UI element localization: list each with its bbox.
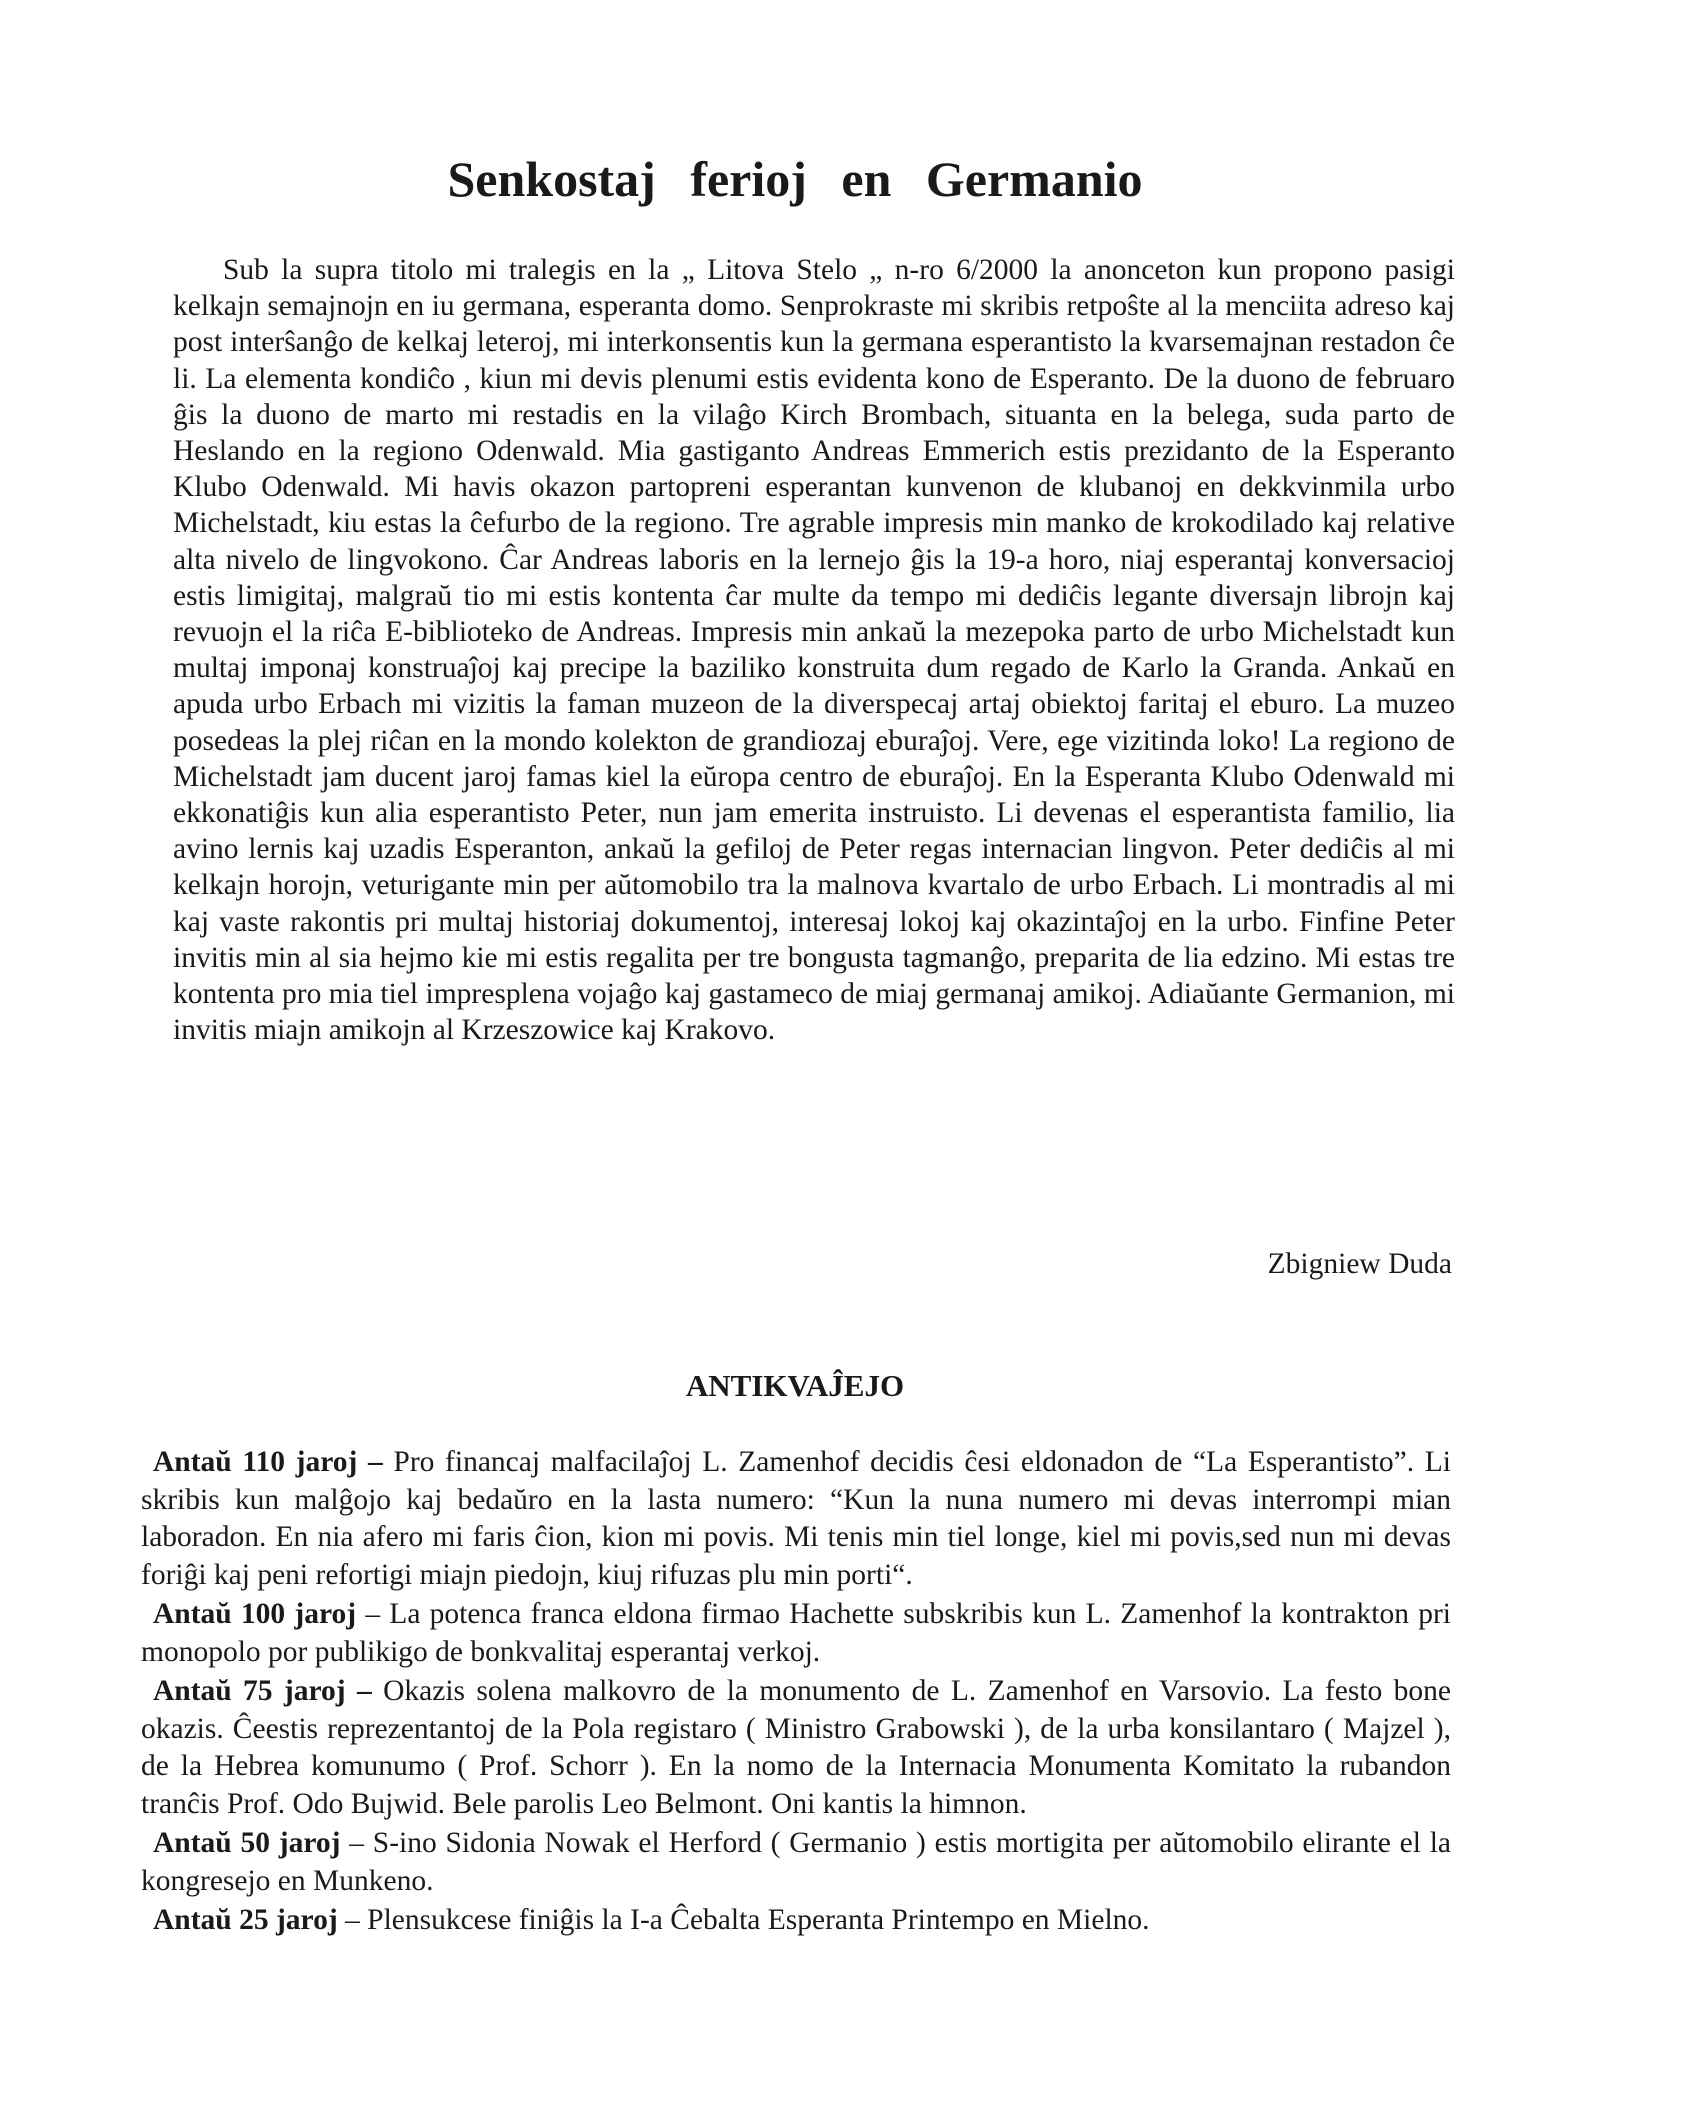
section-title-antikvajejo: ANTIKVAĴEJO — [685, 1368, 905, 1403]
antikvajejo-entry — [141, 1673, 1451, 1823]
entry-text: – Plensukcese finiĝis la I-a Ĉebalta Esperanta Printempo en Mielno. — [337, 1904, 1150, 1936]
entry-text: Pro financaj malfacilaĵoj L. Zamenhof decidis ĉesi eldonadon de “La Esperantisto”. Li skribis kun malĝojo kaj bedaŭro en la lasta numero: “Kun la nuna numero mi devas interrompi mian laboradon. En nia afero mi faris ĉion, kion mi povis. Mi tenis min tiel longe, kiel mi povis,sed nun mi devas foriĝi kaj peni refortigi miajn piedojn, kiuj rifuzas plu min porti“. — [141, 1446, 1451, 1591]
entry-label: Antaŭ 50 jaroj — [153, 1827, 341, 1859]
antikvajejo-entries — [141, 1444, 1451, 1942]
entry-text: – La potenca franca eldona firmao Hachette subskribis kun L. Zamenhof la kontrakton pri monopolo por publikigo de bonkvalitaj esperantaj verkoj. — [141, 1598, 1451, 1668]
antikvajejo-entry — [141, 1596, 1451, 1671]
entry-text: Okazis solena malkovro de la monumento de L. Zamenhof en Varsovio. La festo bone okazis. Ĉeestis reprezentantoj de la Pola registaro ( Ministro Grabowski ), de la urba konsilantaro ( Majzel ), de la Hebrea komunumo ( Prof. Schorr ). En la nomo de la Internacia Monumenta Komitato la rubandon tranĉis Prof. Odo Bujwid. Bele parolis Leo Belmont. Oni kantis la himnon. — [141, 1675, 1451, 1820]
antikvajejo-entry — [141, 1444, 1451, 1594]
article-body: Sub la supra titolo mi tralegis en la „ Litova Stelo „ n-ro 6/2000 la anonceton kun propono pasigi kelkajn semajnojn en iu germana, esperanta domo. Senprokraste mi skribis retpoŝte al la menciita adreso kaj post interŝanĝo de kelkaj leteroj, mi interkonsentis kun la germana esperantisto la kvarsemajnan restadon ĉe li. La elementa kondiĉo , kiun mi devis plenumi estis evidenta kono de Esperanto. De la duono de februaro ĝis la duono de marto mi restadis en la vilaĝo Kirch Brombach, situanta en la belega, suda parto de Heslando en la regiono Odenwald. Mia gastiganto Andreas Emmerich estis prezidanto de la Esperanto Klubo Odenwald. Mi havis okazon partopreni esperantan kunvenon de klubanoj en dekkvinmila urbo Michelstadt, kiu estas la ĉefurbo de la regiono. Tre agrable impresis min manko de krokodilado kaj relative alta nivelo de lingvokono. Ĉar Andreas laboris en la lernejo ĝis la 19-a horo, niaj esperantaj konversacioj estis limigitaj, malgraŭ tio mi estis kontenta ĉar multe da tempo mi dediĉis legante diversajn librojn kaj revuojn el la riĉa E-biblioteko de Andreas. Impresis min ankaŭ la mezepoka parto de urbo Michelstadt kun multaj imponaj konstruaĵoj kaj precipe la baziliko konstruita dum regado de Karlo la Granda. Ankaŭ en apuda urbo Erbach mi vizitis la faman muzeon de la diverspecaj artaj obiektoj faritaj el eburo. La muzeo posedeas la plej riĉan en la mondo kolekton de grandiozaj eburaĵoj. Vere, ege vizitinda loko! La regiono de Michelstadt jam ducent jaroj famas kiel la eŭropa centro de eburaĵoj. En la Esperanta Klubo Odenwald mi ekkonatiĝis kun alia esperantisto Peter, nun jam emerita instruisto. Li devenas el esperantista familio, lia avino lernis kaj uzadis Esperanton, ankaŭ la gefiloj de Peter regas internacian lingvon. Peter dediĉis al mi kelkajn horojn, veturigante min per aŭtomobilo tra la malnova kvartalo de urbo Erbach. Li montradis al mi kaj vaste rakontis pri multaj historiaj dokumentoj, interesaj lokoj kaj okazintaĵoj en la urbo. Finfine Peter invitis min al sia hejmo kie mi estis regalita per tre bongusta tagmanĝo, preparita de lia edzino. Mi estas tre kontenta pro mia tiel impresplena vojaĝo kaj gastameco de miaj germanaj amikoj. Adiaŭante Germanion, mi invitis miajn amikojn al Krzeszowice kaj Krakovo. — [173, 254, 1455, 1047]
article-author: Zbigniew Duda — [1267, 1248, 1452, 1280]
article-title: Senkostaj ferioj en Germanio — [447, 151, 1143, 207]
entry-label: Antaŭ 110 jaroj – — [153, 1446, 383, 1478]
entry-label: Antaŭ 100 jaroj — [153, 1598, 357, 1630]
antikvajejo-entry — [141, 1825, 1451, 1900]
entry-label: Antaŭ 25 jaroj — [153, 1904, 338, 1936]
antikvajejo-entry — [141, 1902, 1451, 1940]
entry-label: Antaŭ 75 jaroj – — [153, 1675, 372, 1707]
entry-text: – S-ino Sidonia Nowak el Herford ( Germanio ) estis mortigita per aŭtomobilo elirante el la kongresejo en Munkeno. — [141, 1827, 1451, 1897]
